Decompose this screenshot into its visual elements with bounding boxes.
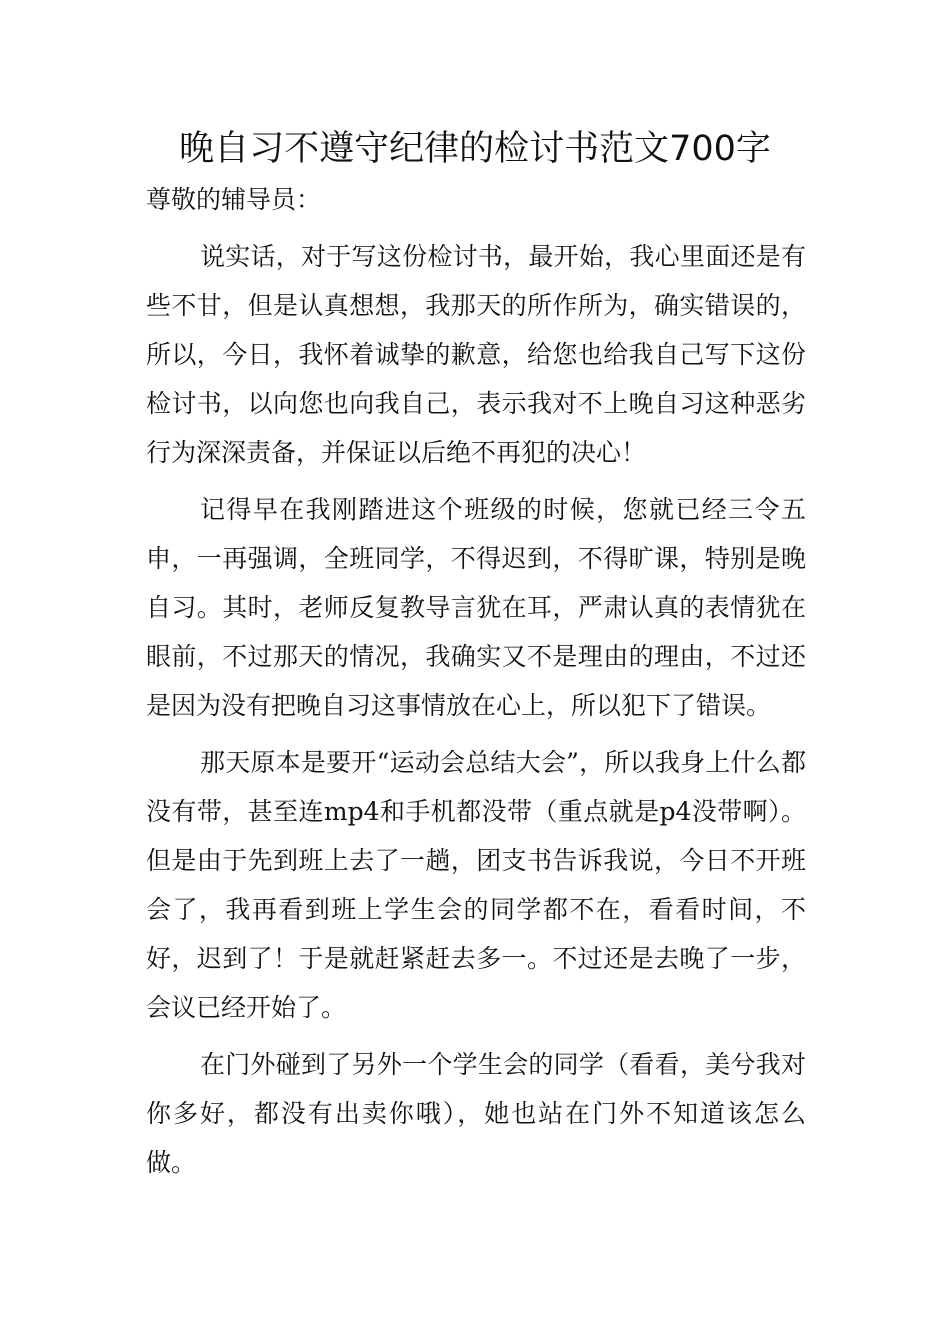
document-title: 晚自习不遵守纪律的检讨书范文700字 [179, 129, 771, 169]
paragraph-1: 说实话，对于写这份检讨书，最开始，我心里面还是有些不甘，但是认真想想，我那天的所作所为，确实错误的，所以，今日，我怀着诚挚的歉意，给您也给我自己写下这份检讨书，以向您也向我自己，表示我对不上晚自习这种恶劣行为深深责备，并保证以后绝不再犯的决心！ [146, 242, 806, 467]
paragraph-4: 在门外碰到了另外一个学生会的同学（看看，美兮我对你多好，都没有出卖你哦），她也站在门外不知道该怎么做。 [146, 1050, 806, 1177]
paragraph-2: 记得早在我刚踏进这个班级的时候，您就已经三令五申，一再强调，全班同学，不得迟到，不得旷课，特别是晚自习。其时，老师反复教导言犹在耳，严肃认真的表情犹在眼前，不过那天的情况，我确实又不是理由的理由，不过还是因为没有把晚自习这事情放在心上，所以犯下了错误。 [146, 495, 806, 720]
paragraph-3: 那天原本是要开“运动会总结大会”，所以我身上什么都没有带，甚至连mp4和手机都没带（重点就是p4没带啊）。但是由于先到班上去了一趟，团支书告诉我说，今日不开班会了，我再看到班上学生会的同学都不在，看看时间，不好，迟到了！于是就赶紧赶去多一。不过还是去晚了一步，会议已经开始了。 [146, 748, 806, 1022]
document-body [146, 175, 806, 1195]
salutation: 尊敬的辅导员： [146, 185, 322, 214]
